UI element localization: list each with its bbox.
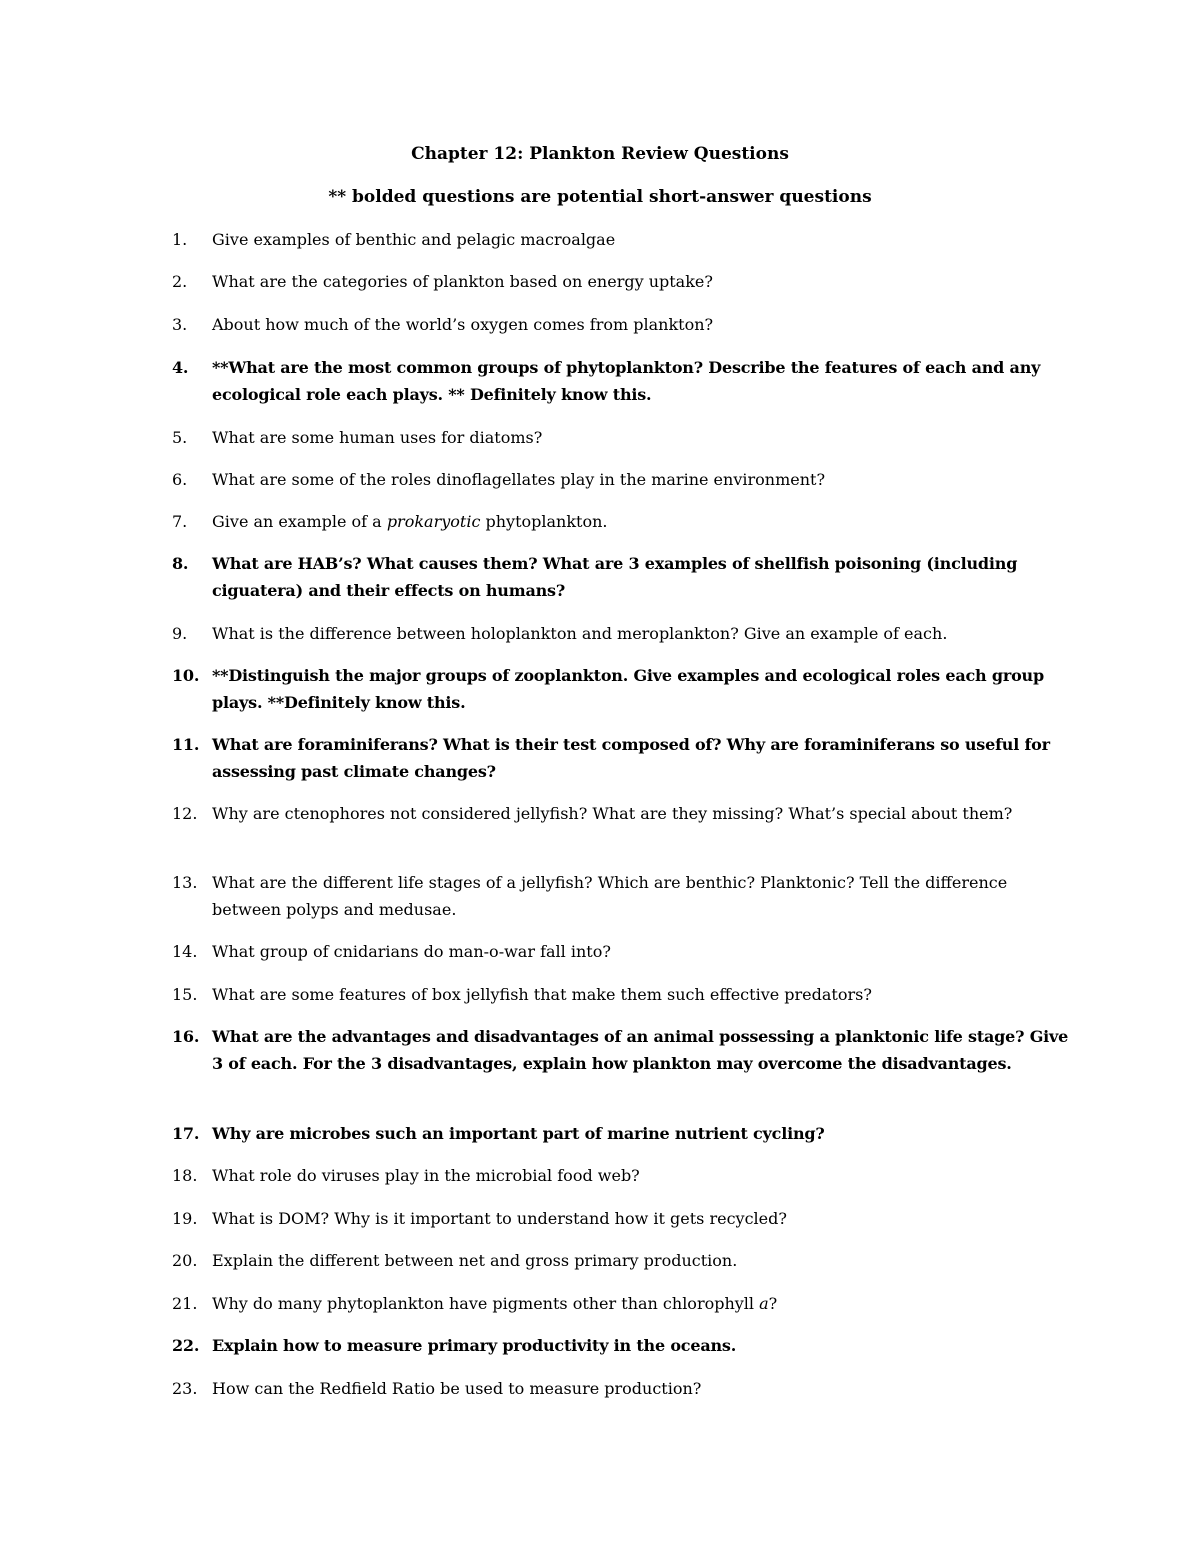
question-number: 3. [172, 315, 188, 334]
question-text: Explain how to measure primary productivity in the oceans. [212, 1336, 737, 1355]
question-text: What are the categories of plankton based on energy uptake? [212, 272, 713, 291]
question-number: 16. [172, 1027, 200, 1046]
question-number: 22. [172, 1336, 200, 1355]
question-text: **What are the most common groups of phytoplankton? Describe the features of each and any ecological role each plays. ** Definitely know this. [212, 358, 1041, 404]
question-text [212, 1290, 1072, 1317]
question-item-bold [172, 731, 1072, 785]
question-text-italic: a [759, 1294, 769, 1313]
question-number: 20. [172, 1251, 198, 1270]
question-number: 12. [172, 804, 198, 823]
question-text: How can the Redfield Ratio be used to measure production? [212, 1379, 702, 1398]
question-text: What are the advantages and disadvantages of an animal possessing a planktonic life stage? Give 3 of each. For the 3 disadvantages, explain how plankton may overcome the disadvantages. [212, 1027, 1069, 1073]
question-text: What role do viruses play in the microbial food web? [212, 1166, 640, 1185]
question-text-before: Give an example of a [212, 512, 387, 531]
question-text-after: ? [768, 1294, 778, 1313]
question-text-before: Why do many phytoplankton have pigments other than chlorophyll [212, 1294, 760, 1313]
question-number: 7. [172, 512, 188, 531]
question-number: 5. [172, 428, 188, 447]
question-number: 21. [172, 1294, 198, 1313]
question-text: What are foraminiferans? What is their test composed of? Why are foraminiferans so useful for assessing past climate changes? [212, 735, 1050, 781]
question-item [172, 1247, 1072, 1274]
question-item [172, 800, 1072, 827]
question-item [172, 938, 1072, 965]
question-number: 19. [172, 1209, 198, 1228]
question-item [172, 869, 1072, 923]
question-text: **Distinguish the major groups of zooplankton. Give examples and ecological roles each group plays. **Definitely know this. [212, 666, 1044, 712]
question-number: 10. [172, 666, 200, 685]
question-number: 2. [172, 272, 188, 291]
question-item [172, 1375, 1072, 1402]
question-item [172, 981, 1072, 1008]
question-item [172, 226, 1072, 253]
question-text: Why are microbes such an important part of marine nutrient cycling? [212, 1124, 825, 1143]
question-number: 15. [172, 985, 198, 1004]
question-text: Explain the different between net and gross primary production. [212, 1251, 738, 1270]
question-text-after: phytoplankton. [480, 512, 608, 531]
question-text: What is DOM? Why is it important to understand how it gets recycled? [212, 1209, 787, 1228]
question-text: What are some of the roles dinoflagellates play in the marine environment? [212, 470, 826, 489]
question-item [172, 1205, 1072, 1232]
question-item [172, 424, 1072, 451]
question-number: 4. [172, 358, 189, 377]
question-number: 6. [172, 470, 188, 489]
question-item-bold [172, 354, 1072, 408]
question-number: 1. [172, 230, 188, 249]
question-item [172, 268, 1072, 295]
question-text: What group of cnidarians do man-o-war fall into? [212, 942, 611, 961]
question-item [172, 1290, 1072, 1317]
question-text: What are HAB’s? What causes them? What are 3 examples of shellfish poisoning (including ciguatera) and their effects on humans? [212, 554, 1018, 600]
question-item [172, 1162, 1072, 1189]
question-number: 11. [172, 735, 200, 754]
question-text: What are the different life stages of a jellyfish? Which are benthic? Planktonic? Tell the difference between polyps and medusae. [212, 873, 1008, 919]
question-item [172, 508, 1072, 535]
page-title: Chapter 12: Plankton Review Questions [411, 144, 789, 164]
question-number: 18. [172, 1166, 198, 1185]
question-item [172, 466, 1072, 493]
question-number: 17. [172, 1124, 200, 1143]
question-number: 13. [172, 873, 198, 892]
question-number: 23. [172, 1379, 198, 1398]
question-text [212, 508, 1072, 535]
page-subtitle: ** bolded questions are potential short-answer questions [328, 187, 872, 207]
question-item-bold [172, 550, 1072, 604]
question-number: 14. [172, 942, 198, 961]
question-item-bold [172, 1120, 1072, 1147]
question-item-bold [172, 1023, 1072, 1077]
question-number: 8. [172, 554, 189, 573]
question-text-italic: prokaryotic [386, 512, 481, 531]
question-number: 9. [172, 624, 188, 643]
question-item [172, 311, 1072, 338]
question-text: Give examples of benthic and pelagic macroalgae [212, 230, 616, 249]
question-item-bold [172, 1332, 1072, 1359]
question-text: What are some human uses for diatoms? [212, 428, 543, 447]
question-text: What are some features of box jellyfish that make them such effective predators? [212, 985, 872, 1004]
question-text: About how much of the world’s oxygen comes from plankton? [212, 315, 714, 334]
question-text: What is the difference between holoplankton and meroplankton? Give an example of each. [212, 624, 948, 643]
question-item-bold [172, 662, 1072, 716]
question-item [172, 620, 1072, 647]
question-text: Why are ctenophores not considered jellyfish? What are they missing? What’s special about them? [212, 804, 1013, 823]
